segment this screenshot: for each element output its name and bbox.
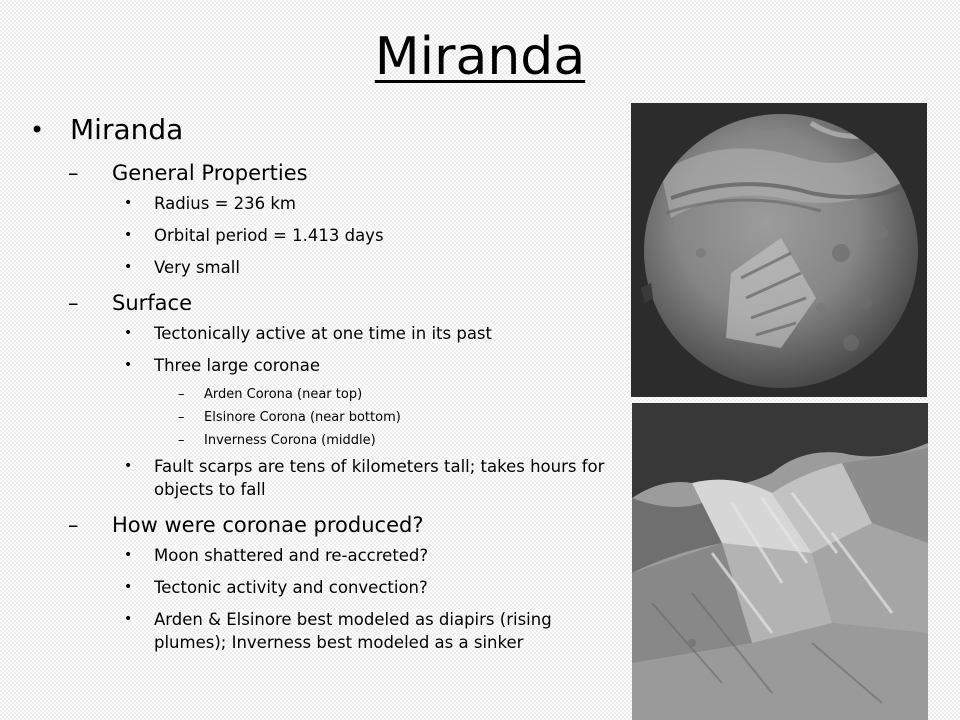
- subitem-text: Inverness Corona (middle): [204, 433, 376, 448]
- bullet-marker: –: [178, 410, 185, 425]
- bullet-marker: •: [124, 579, 133, 595]
- list-item: [124, 544, 620, 567]
- item-text: Very small: [154, 258, 240, 277]
- bullet-marker: •: [124, 227, 133, 243]
- bullet-marker: –: [178, 433, 185, 448]
- bullet-marker: –: [178, 387, 185, 402]
- list-item: [124, 192, 620, 215]
- fault-scarp-image: [632, 403, 928, 720]
- heading-text: Miranda: [70, 113, 184, 146]
- list-item: [124, 322, 620, 345]
- bullet-marker: –: [68, 513, 79, 537]
- bullet-marker: –: [68, 291, 79, 315]
- bullet-marker: •: [124, 325, 133, 341]
- section-label: How were coronae produced?: [112, 513, 424, 537]
- list-item: [124, 354, 620, 377]
- bullet-marker: •: [124, 259, 133, 275]
- list-item: [124, 256, 620, 279]
- bullet-marker: •: [30, 116, 45, 144]
- section-label: Surface: [112, 291, 193, 315]
- bullet-content: [30, 110, 620, 663]
- slide-title: Miranda: [374, 27, 586, 87]
- bullet-marker: –: [68, 161, 79, 185]
- bullet-marker: •: [124, 547, 133, 563]
- sub-list-item: [178, 409, 620, 426]
- section-coronae-production: [68, 510, 620, 540]
- sub-list-item: [178, 432, 620, 449]
- bullet-marker: •: [124, 611, 133, 627]
- item-text: Radius = 236 km: [154, 194, 297, 213]
- item-text: Moon shattered and re-accreted?: [154, 546, 429, 565]
- item-text: Orbital period = 1.413 days: [154, 226, 384, 245]
- section-label: General Properties: [112, 161, 308, 185]
- item-text: Fault scarps are tens of kilometers tall; takes hours for objects to fall: [154, 457, 605, 499]
- item-text: Arden & Elsinore best modeled as diapirs (rising plumes); Inverness best modeled as a sinker: [154, 610, 552, 652]
- bullet-marker: •: [124, 195, 133, 211]
- fault-scarp-graphic: [632, 403, 928, 720]
- list-item: [124, 224, 620, 247]
- bullet-marker: •: [124, 357, 133, 373]
- item-text: Three large coronae: [154, 356, 320, 375]
- list-item: [124, 576, 620, 599]
- list-item: [124, 455, 620, 501]
- subitem-text: Arden Corona (near top): [204, 387, 363, 402]
- bullet-marker: •: [124, 458, 133, 474]
- subitem-text: Elsinore Corona (near bottom): [204, 410, 401, 425]
- miranda-globe-image: [631, 103, 927, 397]
- sub-list-item: [178, 386, 620, 403]
- list-item: [124, 608, 620, 654]
- item-text: Tectonic activity and convection?: [154, 578, 428, 597]
- heading-bullet: [30, 110, 620, 150]
- section-general-properties: [68, 158, 620, 188]
- section-surface: [68, 288, 620, 318]
- item-text: Tectonically active at one time in its past: [154, 324, 492, 343]
- miranda-globe-graphic: [631, 103, 927, 397]
